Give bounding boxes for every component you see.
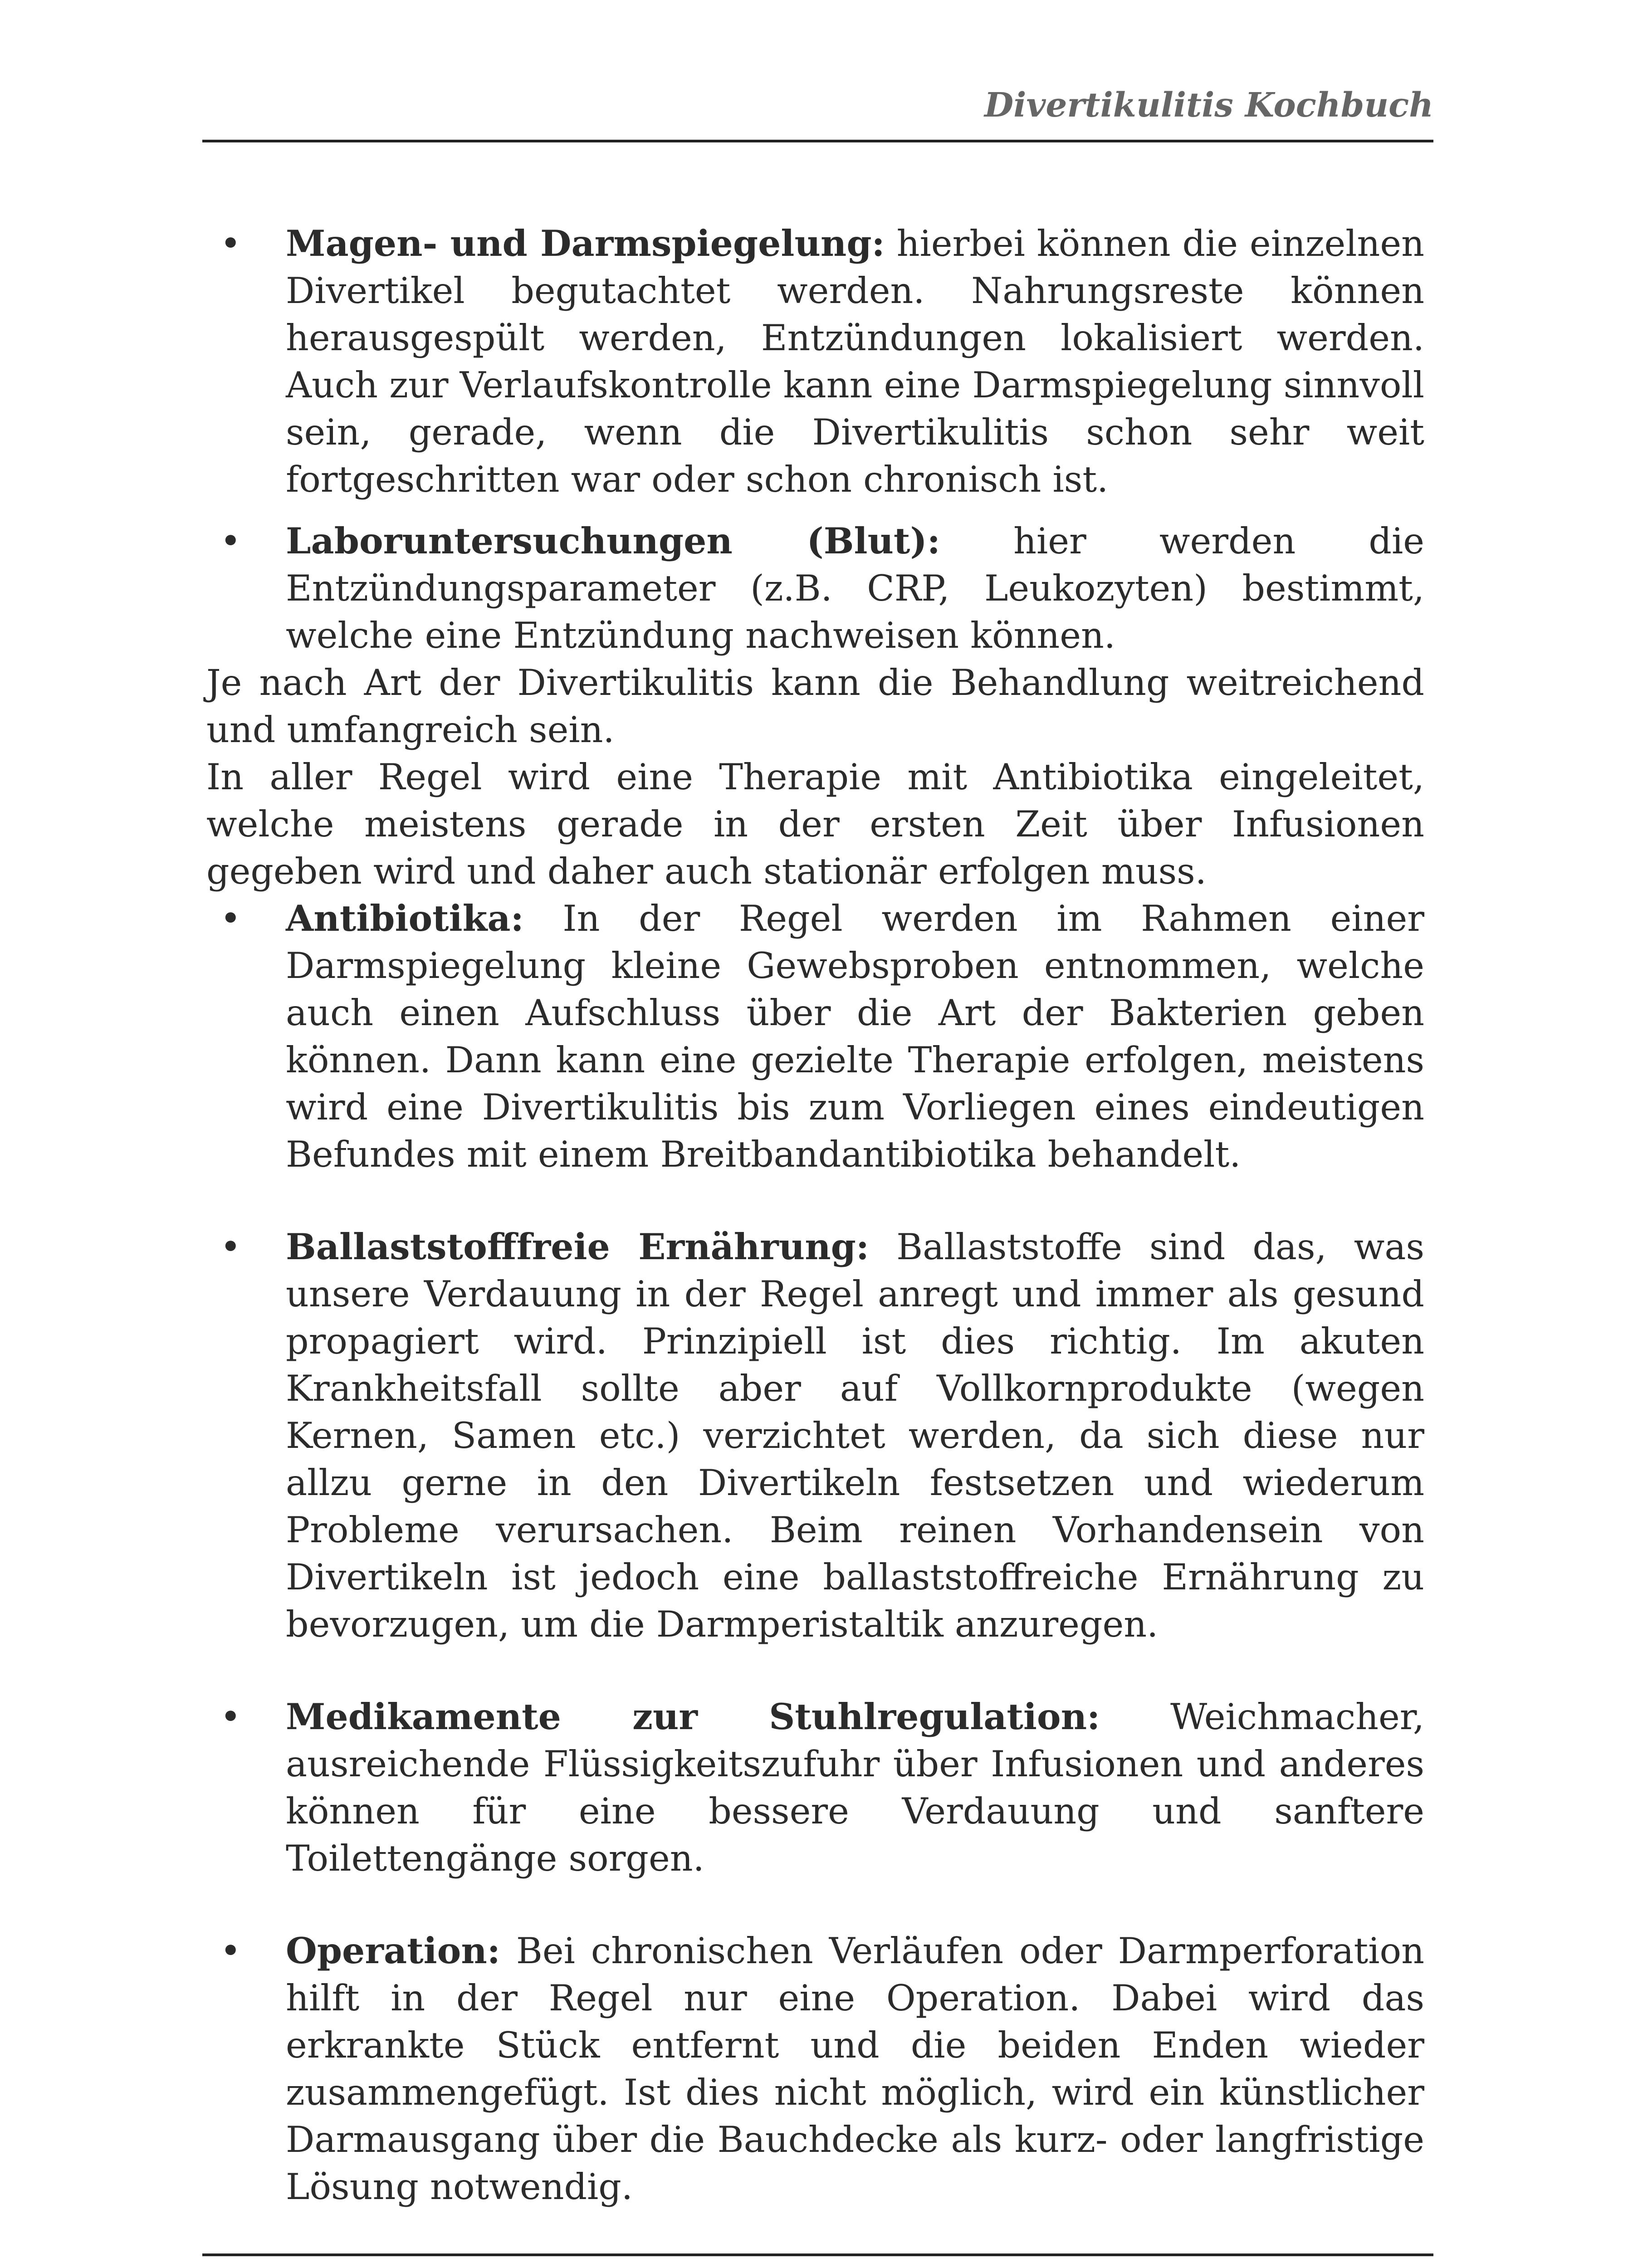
- bullet-icon: •: [220, 1930, 241, 1972]
- paragraph: In aller Regel wird eine Therapie mit Antibiotika eingeleitet, welche meistens gerade in der ersten Zeit über Infusionen gegeben wird und daher auch stationär erfolgen muss.: [206, 756, 1424, 892]
- list-item-text: hierbei können die einzelnen Divertikel begutachtet werden. Nahrungsreste können herausgespült werden, Entzündungen lokalisiert werden. Auch zur Verlaufskontrolle kann eine Darmspiegelung sinnvoll sein, gerade, wenn die Divertikulitis schon sehr weit fortgeschritten war oder schon chronisch ist.: [286, 223, 1424, 500]
- bullet-icon: •: [220, 520, 241, 562]
- bullet-icon: •: [220, 898, 241, 939]
- running-header: Divertikulitis Kochbuch: [984, 86, 1433, 125]
- list-item: [206, 220, 1424, 503]
- list-item-term: Operation:: [286, 1930, 500, 1972]
- list-item-term: Ballaststofffreie Ernährung:: [286, 1226, 870, 1268]
- list-item: [206, 1693, 1424, 1882]
- list-item: [206, 1223, 1424, 1648]
- treatments-list: [206, 895, 1424, 2210]
- list-item: [206, 518, 1424, 659]
- page-content: [206, 220, 1424, 2210]
- list-item: [206, 895, 1424, 1178]
- list-item-term: Antibiotika:: [286, 897, 524, 939]
- paragraph: Je nach Art der Divertikulitis kann die Behandlung weitreichend und umfangreich sein.: [206, 662, 1424, 751]
- list-item-term: Laboruntersuchungen (Blut):: [286, 520, 940, 562]
- list-item-text: Weichmacher, ausreichende Flüssigkeitszufuhr über Infusionen und anderes können für eine bessere Verdauung und sanftere Toilettengänge sorgen.: [286, 1696, 1424, 1879]
- bullet-icon: •: [220, 1226, 241, 1268]
- footer-rule: [202, 2253, 1433, 2256]
- diagnostics-list: [206, 220, 1424, 659]
- list-item-text: Ballaststoffe sind das, was unsere Verdauung in der Regel anregt und immer als gesund propagiert wird. Prinzipiell ist dies richtig. Im akuten Krankheitsfall sollte aber auf Vollkornprodukte (wegen Kernen, Samen etc.) verzichtet werden, da sich diese nur allzu gerne in den Divertikeln festsetzen und wiederum Probleme verursachen. Beim reinen Vorhandensein von Divertikeln ist jedoch eine ballaststoffreiche Ernährung zu bevorzugen, um die Darmperistaltik anzuregen.: [286, 1226, 1424, 1645]
- list-item-term: Magen- und Darmspiegelung:: [286, 222, 885, 264]
- bullet-icon: •: [220, 1696, 241, 1738]
- list-item-text: Bei chronischen Verläufen oder Darmperforation hilft in der Regel nur eine Operation. Dabei wird das erkrankte Stück entfernt und die beiden Enden wieder zusammengefügt. Ist dies nicht möglich, wird ein künstlicher Darmausgang über die Bauchdecke als kurz- oder langfristige Lösung notwendig.: [286, 1930, 1424, 2208]
- list-item-text: hier werden die Entzündungsparameter (z.B. CRP, Leukozyten) bestimmt, welche eine Entzündung nachweisen können.: [286, 520, 1424, 656]
- header-rule: [202, 140, 1433, 142]
- bullet-icon: •: [220, 223, 241, 264]
- list-item: [206, 1927, 1424, 2210]
- list-item-term: Medikamente zur Stuhlregulation:: [286, 1696, 1100, 1738]
- list-item-text: In der Regel werden im Rahmen einer Darmspiegelung kleine Gewebsproben entnommen, welche auch einen Aufschluss über die Art der Bakterien geben können. Dann kann eine gezielte Therapie erfolgen, meistens wird eine Divertikulitis bis zum Vorliegen eines eindeutigen Befundes mit einem Breitbandantibiotika behandelt.: [286, 898, 1424, 1175]
